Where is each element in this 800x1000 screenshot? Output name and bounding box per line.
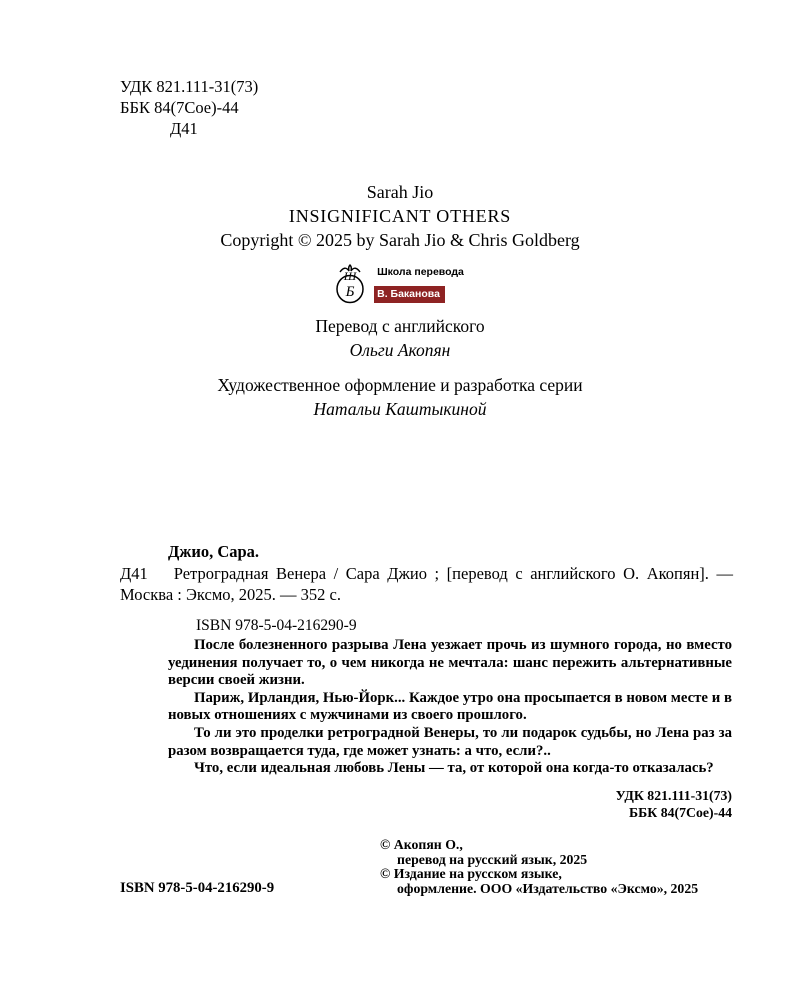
top-cataloging-codes [120,76,258,139]
copyright-line: © Издание на русском языке, [380,866,562,882]
bbk-code: ББК 84(7Сое)-44 [120,98,239,117]
biblio-margin-code: Д41 [120,563,148,583]
bibliographic-description [120,541,733,636]
bottom-cataloging-codes [168,787,732,821]
annotation-block [168,637,732,778]
annotation-paragraph: Что, если идеальная любовь Лены — та, от которой она когда-то отказалась? [194,760,714,777]
footer-isbn: ISBN 978-5-04-216290-9 [120,880,275,896]
copyright-line: перевод на русский язык, 2025 [397,851,588,867]
translation-label: Перевод с английского [315,316,485,336]
copyright-notices [380,838,698,896]
biblio-entry [120,563,733,606]
biblio-author-heading: Джио, Сара. [168,542,260,561]
original-title: INSIGNIFICANT OTHERS [288,206,512,226]
logo-text [374,265,467,303]
biblio-entry-text: Ретроградная Венера / Сара Джио ; [перевод с английского О. Акопян]. — Москва : Эксмо, 2025. — 352 с. [120,563,733,604]
copyright-line: © Акопян О., [380,837,463,852]
bakanov-school-logo-icon [333,263,367,305]
logo-bakanov-line: В. Баканова [374,286,445,303]
original-copyright-line: Copyright © 2025 by Sarah Jio & Chris Goldberg [220,230,580,250]
bbk-code-bottom: ББК 84(7Сое)-44 [629,805,732,820]
annotation-paragraph: То ли это проделки ретроградной Венеры, то ли подарок судьбы, но Лена раз за разом возвращается туда, где может узнать: а что, если?.. [168,724,732,759]
annotation-paragraph: Париж, Ирландия, Нью-Йорк... Каждое утро она просыпается в новом месте и в новых отношениях с мужчинами из своего прошлого. [168,689,732,724]
logo-school-line: Школа перевода [377,266,464,278]
center-title-block [0,180,800,421]
udk-code-bottom: УДК 821.111-31(73) [615,788,732,803]
udk-code: УДК 821.111-31(73) [120,77,259,96]
annotation-paragraph: После болезненного разрыва Лена уезжает прочь из шумного города, но вместо уединения получает то, о чем никогда не мечтала: шанс пережить альтернативные версии своей жизни. [168,637,732,689]
author-sign-code: Д41 [170,119,198,138]
original-author: Sarah Jio [366,182,434,202]
designer-name: Натальи Каштыкиной [313,399,487,419]
translation-school-logo [333,263,467,305]
logo-monogram-b: Б [345,284,355,300]
logo-monogram-sh: Ш [343,269,357,283]
copyright-line: оформление. ООО «Издательство «Эксмо», 2025 [397,880,699,896]
translator-name: Ольги Акопян [349,340,451,360]
biblio-isbn: ISBN 978-5-04-216290-9 [196,616,357,634]
design-label: Художественное оформление и разработка серии [217,375,583,395]
